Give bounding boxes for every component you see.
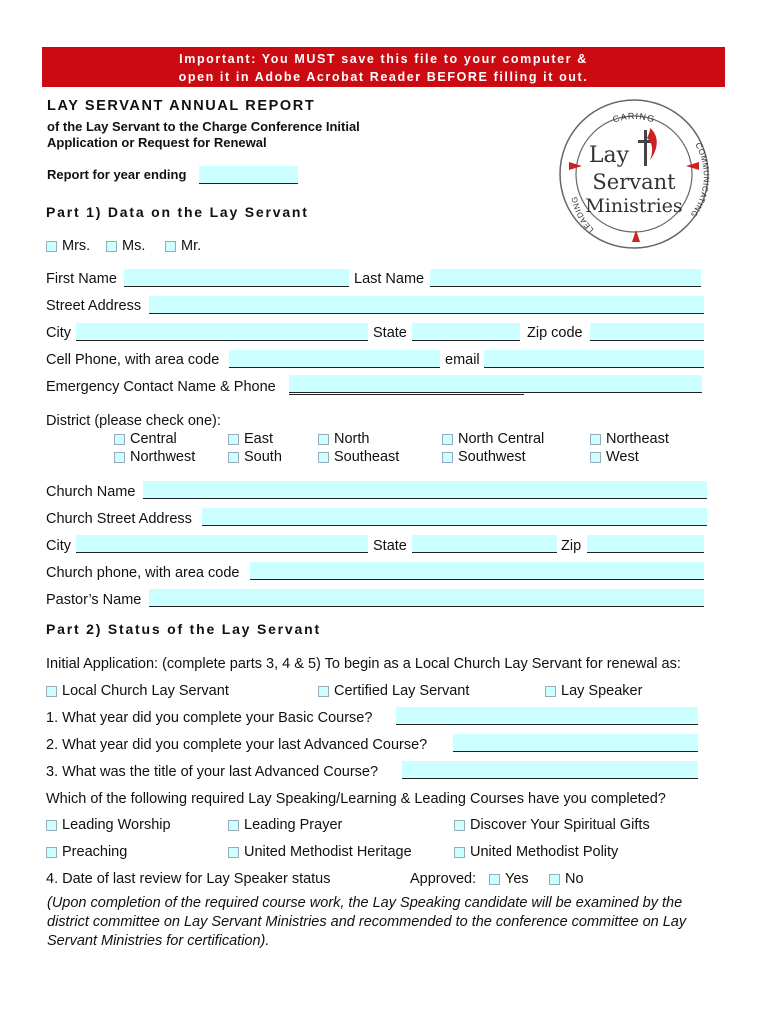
district-central[interactable]: Central (114, 431, 177, 447)
svg-text:Lay: Lay (588, 143, 630, 168)
church-zip-label: Zip (561, 538, 582, 554)
lay-servant-ministries-logo (554, 94, 714, 254)
banner-line-1: Important: You MUST save this file to your computer & (179, 52, 588, 66)
city-label: City (46, 325, 71, 341)
district-south[interactable]: South (228, 449, 282, 465)
emergency-field[interactable] (289, 375, 702, 393)
checkbox[interactable] (165, 241, 176, 252)
warning-banner (42, 47, 725, 87)
emergency-label: Emergency Contact Name & Phone (46, 379, 276, 395)
zip-label: Zip code (527, 325, 583, 341)
part2-heading: Part 2) Status of the Lay Servant (46, 621, 321, 637)
district-north-central[interactable]: North Central (442, 431, 544, 447)
question-1: 1. What year did you complete your Basic Course? (46, 710, 373, 726)
church-phone-label: Church phone, with area code (46, 565, 240, 581)
salutation-mr[interactable]: Mr. (165, 238, 201, 254)
church-state-label: State (373, 538, 407, 554)
last-name-field[interactable] (430, 269, 701, 287)
emergency-underline (289, 394, 524, 395)
pastor-field[interactable] (149, 589, 704, 607)
email-field[interactable] (484, 350, 704, 368)
initial-application-text: Initial Application: (complete parts 3, 4 & 5) To begin as a Local Church Lay Servant for renewal as: (46, 656, 681, 672)
banner-line-2: open it in Adobe Acrobat Reader BEFORE filling it out. (178, 70, 589, 84)
district-southeast[interactable]: Southeast (318, 449, 399, 465)
course-leading-prayer[interactable]: Leading Prayer (228, 817, 342, 833)
svg-text:COMMUNICATING: COMMUNICATING (688, 141, 711, 220)
status-lay-speaker[interactable]: Lay Speaker (545, 683, 642, 699)
course-preaching[interactable]: Preaching (46, 844, 127, 860)
district-west[interactable]: West (590, 449, 639, 465)
report-year-label: Report for year ending (47, 167, 187, 182)
svg-text:CARING: CARING (611, 110, 657, 125)
state-field[interactable] (412, 323, 520, 341)
last-name-label: Last Name (354, 271, 425, 287)
status-local-church[interactable]: Local Church Lay Servant (46, 683, 229, 699)
first-name-label: First Name (46, 271, 117, 287)
salutation-mrs[interactable]: Mrs. (46, 238, 90, 254)
subtitle-line-2: Application or Request for Renewal (47, 135, 267, 150)
svg-text:Servant: Servant (592, 170, 676, 194)
district-northeast[interactable]: Northeast (590, 431, 669, 447)
status-certified[interactable]: Certified Lay Servant (318, 683, 469, 699)
checkbox[interactable] (106, 241, 117, 252)
church-state-field[interactable] (412, 535, 557, 553)
report-title: LAY SERVANT ANNUAL REPORT (47, 98, 316, 114)
district-north[interactable]: North (318, 431, 369, 447)
church-city-label: City (46, 538, 71, 554)
district-label: District (please check one): (46, 413, 221, 429)
certification-note: (Upon completion of the required course work, the Lay Speaking candidate will be examined by the district committee on Lay Servant Ministries and recommended to the conference committee on Lay Servant Ministries for certification). (47, 895, 687, 949)
svg-text:LEADING: LEADING (569, 195, 596, 235)
district-southwest[interactable]: Southwest (442, 449, 526, 465)
district-northwest[interactable]: Northwest (114, 449, 195, 465)
report-year-field[interactable] (199, 166, 298, 184)
approved-no[interactable]: No (549, 871, 584, 887)
street-label: Street Address (46, 298, 142, 314)
church-phone-field[interactable] (250, 562, 704, 580)
approved-label: Approved: (410, 871, 477, 887)
email-label: email (445, 352, 480, 368)
salutation-ms[interactable]: Ms. (106, 238, 145, 254)
question-3: 3. What was the title of your last Advanced Course? (46, 764, 379, 780)
pastor-label: Pastor’s Name (46, 592, 142, 608)
question-2-field[interactable] (453, 734, 698, 752)
church-street-field[interactable] (202, 508, 707, 526)
city-field[interactable] (76, 323, 368, 341)
state-label: State (373, 325, 407, 341)
subtitle-line-1: of the Lay Servant to the Charge Conference Initial (47, 119, 360, 134)
course-um-heritage[interactable]: United Methodist Heritage (228, 844, 412, 860)
church-zip-field[interactable] (587, 535, 704, 553)
cell-label: Cell Phone, with area code (46, 352, 220, 368)
district-east[interactable]: East (228, 431, 273, 447)
church-city-field[interactable] (76, 535, 368, 553)
part1-heading: Part 1) Data on the Lay Servant (46, 204, 309, 220)
cell-field[interactable] (229, 350, 440, 368)
church-name-label: Church Name (46, 484, 136, 500)
church-name-field[interactable] (143, 481, 707, 499)
approved-yes[interactable]: Yes (489, 871, 529, 887)
zip-field[interactable] (590, 323, 704, 341)
question-1-field[interactable] (396, 707, 698, 725)
course-spiritual-gifts[interactable]: Discover Your Spiritual Gifts (454, 817, 650, 833)
cross-and-flame-icon (638, 128, 657, 166)
course-um-polity[interactable]: United Methodist Polity (454, 844, 618, 860)
course-leading-worship[interactable]: Leading Worship (46, 817, 171, 833)
checkbox[interactable] (46, 241, 57, 252)
svg-text:Ministries: Ministries (585, 195, 683, 217)
courses-question: Which of the following required Lay Speaking/Learning & Leading Courses have you completed? (46, 791, 666, 807)
street-field[interactable] (149, 296, 704, 314)
church-street-label: Church Street Address (46, 511, 192, 527)
question-3-field[interactable] (402, 761, 698, 779)
question-2: 2. What year did you complete your last Advanced Course? (46, 737, 428, 753)
question-4: 4. Date of last review for Lay Speaker status (46, 871, 331, 887)
first-name-field[interactable] (124, 269, 349, 287)
